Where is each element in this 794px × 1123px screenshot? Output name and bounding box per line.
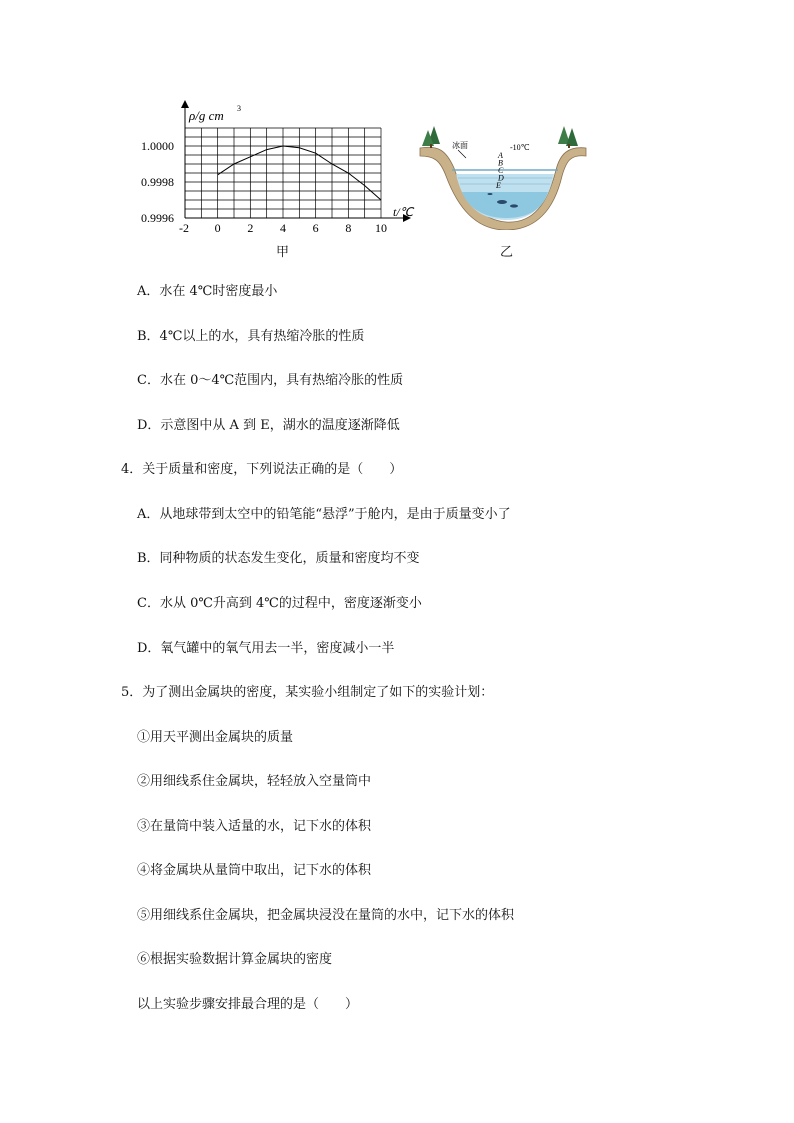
option-q4-b[interactable]: B．同种物质的状态发生变化，质量和密度均不变 — [137, 551, 420, 566]
q5-step-3: ③在量筒中装入适量的水，记下水的体积 — [137, 819, 372, 834]
y-tick-labels — [141, 139, 174, 225]
x-tick-label: 0 — [214, 221, 221, 233]
layer-label: C — [498, 166, 504, 175]
option-q3-a[interactable]: A．水在 4℃时密度最小 — [137, 284, 278, 299]
x-tick-label: -2 — [179, 221, 189, 233]
y-tick-label: 1.0000 — [141, 139, 174, 153]
lake-svg — [418, 120, 588, 230]
y-axis-arrow — [181, 100, 189, 108]
option-q4-d[interactable]: D．氧气罐中的氧气用去一半，密度减小一半 — [137, 641, 395, 656]
layer-label: A — [498, 151, 503, 160]
x-tick-label: 4 — [280, 221, 286, 233]
layer-label: D — [498, 173, 504, 183]
tree-right-icon — [558, 126, 578, 148]
figure-caption-jia: 甲 — [276, 245, 290, 260]
question-4-stem: 4．关于质量和密度，下列说法正确的是（ ） — [121, 462, 403, 477]
density-temperature-graph — [135, 98, 425, 233]
chart-svg — [135, 98, 425, 233]
q5-step-5: ⑤用细线系住金属块，把金属块浸没在量筒的水中，记下水的体积 — [137, 908, 515, 923]
x-tick-label: 2 — [247, 221, 254, 233]
option-q4-a[interactable]: A．从地球带到太空中的铅笔能“悬浮”于舱内，是由于质量变小了 — [137, 507, 511, 522]
y-tick-label: 0.9996 — [141, 211, 174, 225]
layer-label: B — [498, 158, 503, 168]
question-5-stem: 5．为了测出金属块的密度，某实验小组制定了如下的实验计划： — [121, 685, 494, 700]
y-axis-label-superscript: 3 — [237, 104, 241, 113]
y-tick-label: 0.9998 — [141, 175, 174, 189]
layer-label: E — [496, 181, 501, 190]
y-axis-label: ρ/g cm — [189, 108, 224, 123]
q5-step-4: ④将金属块从量筒中取出，记下水的体积 — [137, 863, 372, 878]
q5-step-6: ⑥根据实验数据计算金属块的密度 — [137, 952, 333, 967]
option-q3-d[interactable]: D．示意图中从 A 到 E，湖水的温度逐渐降低 — [137, 418, 400, 433]
temperature-label: -10℃ — [510, 143, 530, 152]
question-5-prompt: 以上实验步骤安排最合理的是（ ） — [137, 997, 359, 1012]
tree-left-icon — [422, 126, 440, 148]
x-tick-label: 6 — [312, 221, 319, 233]
figure-caption-yi: 乙 — [500, 245, 514, 260]
q5-step-1: ①用天平测出金属块的质量 — [137, 730, 294, 745]
option-q4-c[interactable]: C．水从 0℃升高到 4℃的过程中，密度逐渐变小 — [137, 596, 422, 611]
option-q3-b[interactable]: B．4℃以上的水，具有热缩冷胀的性质 — [137, 329, 365, 344]
ice-label-pointer — [458, 150, 466, 158]
q5-step-2: ②用细线系住金属块，轻轻放入空量筒中 — [137, 774, 372, 789]
x-axis-label: t/℃ — [393, 205, 414, 219]
x-tick-label: 10 — [375, 221, 387, 233]
chart-grid — [185, 128, 381, 218]
ice-label: 冰面 — [452, 141, 468, 150]
option-q3-c[interactable]: C．水在 0～4℃范围内，具有热缩冷胀的性质 — [137, 373, 404, 388]
x-tick-label: 8 — [345, 221, 352, 233]
lake-cross-section — [418, 120, 588, 230]
x-tick-labels — [179, 221, 387, 233]
